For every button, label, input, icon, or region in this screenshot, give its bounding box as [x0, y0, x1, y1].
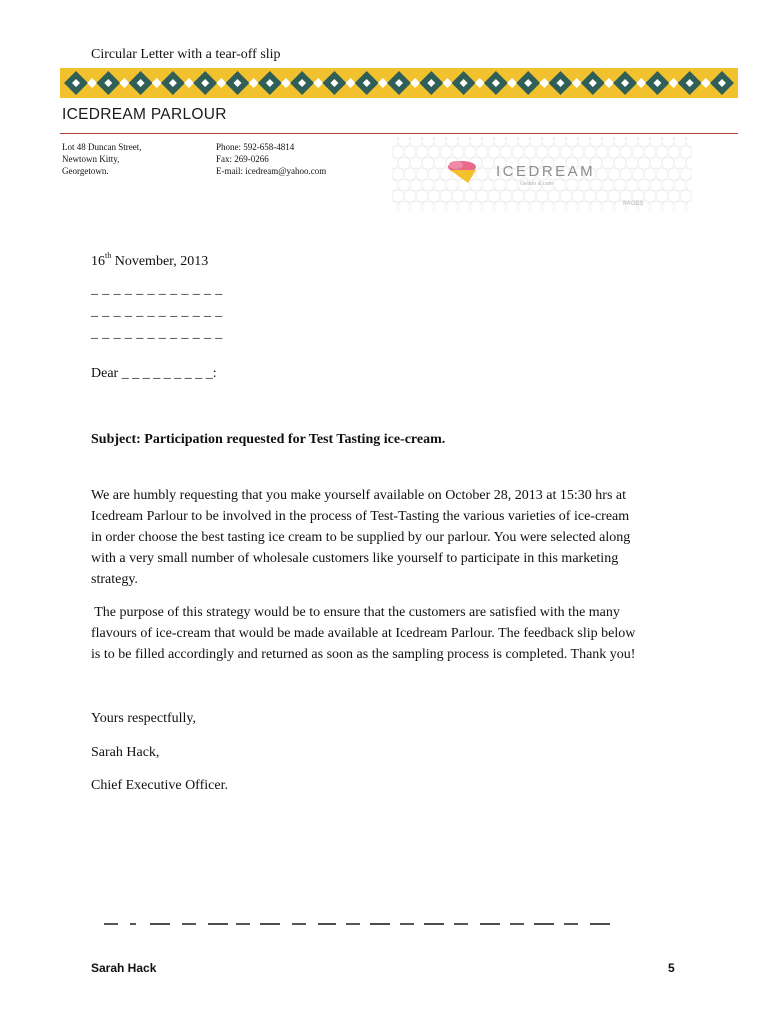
phone-line: Phone: 592-658-4814: [216, 142, 295, 152]
recipient-blank-line: _ _ _ _ _ _ _ _ _ _ _ _: [91, 282, 223, 297]
logo-pattern-circle: [398, 137, 410, 147]
logo-pattern-circle: [650, 157, 662, 169]
logo-pattern-circle: [506, 179, 518, 191]
address-line: Lot 48 Duncan Street,: [62, 142, 142, 152]
logo-pattern-circle: [464, 190, 476, 202]
logo-pattern-circle: [668, 146, 680, 158]
logo-pattern-circle: [392, 201, 398, 211]
logo-pattern-circle: [398, 201, 410, 211]
paragraph-line: strategy.: [91, 572, 138, 587]
logo-pattern-circle: [494, 201, 506, 211]
logo-pattern-circle: [578, 201, 590, 211]
logo-pattern-circle: [572, 190, 584, 202]
logo-pattern-circle: [518, 201, 530, 211]
logo-pattern-circle: [638, 137, 650, 147]
logo-pattern-circle: [542, 201, 554, 211]
logo-pattern-circle: [392, 157, 398, 169]
logo-pattern-circle: [536, 190, 548, 202]
paragraph-line: flavours of ice-cream that would be made available at Icedream Parlour. The feedback slip below: [91, 626, 636, 641]
logo-pattern-circle: [506, 137, 518, 147]
logo-pattern-circle: [500, 146, 512, 158]
date-suffix: th: [105, 251, 112, 260]
decorative-pattern-band: [60, 68, 738, 98]
logo-pattern-circle: [656, 190, 668, 202]
logo-pattern-circle: [434, 179, 446, 191]
logo-pattern-circle: [626, 137, 638, 147]
page-number: 5: [668, 961, 675, 975]
logo-pattern-circle: [398, 179, 410, 191]
subject-label: Subject: [91, 432, 137, 447]
logo-pattern-circle: [422, 157, 434, 169]
paragraph-line: We are humbly requesting that you make yourself available on October 28, 2013 at 15:30 hrs at: [91, 488, 627, 503]
logo-pattern-circle: [662, 137, 674, 147]
logo-pattern-circle: [614, 157, 626, 169]
subject-text: : Participation requested for Test Tasting ice-cream.: [136, 432, 446, 447]
fax-line: Fax: 269-0266: [216, 154, 269, 164]
logo-pattern-circle: [686, 157, 692, 169]
paragraph-line: Icedream Parlour to be involved in the process of Test-Tasting the various varieties of ice-cream: [91, 509, 630, 524]
logo-pattern-circle: [470, 179, 482, 191]
body-paragraph-1: [91, 485, 681, 590]
logo-pattern-circle: [440, 146, 452, 158]
logo-pattern-circle: [476, 190, 488, 202]
logo-pattern-circle: [404, 190, 416, 202]
logo-pattern-circle: [398, 157, 410, 169]
logo-pattern-circle: [446, 137, 458, 147]
logo-pattern-circle: [596, 168, 608, 180]
logo-pattern-circle: [470, 201, 482, 211]
logo-pattern-circle: [524, 146, 536, 158]
logo-pattern-circle: [392, 146, 404, 158]
salutation: Dear _ _ _ _ _ _ _ _ _:: [91, 366, 217, 381]
logo-pattern-circle: [512, 190, 524, 202]
logo-pattern-circle: [470, 137, 482, 147]
logo-pattern-circle: [488, 146, 500, 158]
logo-pattern-circle: [650, 179, 662, 191]
logo-pattern-circle: [434, 201, 446, 211]
logo-pattern-circle: [674, 157, 686, 169]
letterhead-rule: [60, 133, 738, 134]
logo-pattern-circle: [608, 190, 620, 202]
logo-pattern-circle: [452, 190, 464, 202]
address-line: Newtown Kitty,: [62, 154, 120, 164]
body-paragraph-2: [91, 602, 681, 665]
email-line: E-mail: icedream@yahoo.com: [216, 166, 327, 176]
paragraph-line: The purpose of this strategy would be to ensure that the customers are satisfied with the many: [91, 605, 620, 620]
logo-pattern-circle: [680, 146, 692, 158]
logo-pattern-circle: [446, 179, 458, 191]
logo-pattern-circle: [650, 201, 662, 211]
logo-pattern-circle: [554, 201, 566, 211]
logo-pattern-circle: [626, 179, 638, 191]
logo-pattern-circle: [476, 146, 488, 158]
logo-pattern-circle: [674, 179, 686, 191]
logo-pattern-circle: [608, 146, 620, 158]
subject-line: [91, 432, 445, 448]
logo-pattern-circle: [554, 179, 566, 191]
logo-pattern-circle: [656, 168, 668, 180]
logo-mark: PAGES: [623, 201, 644, 207]
logo-pattern-circle: [578, 179, 590, 191]
logo-pattern-circle: [638, 179, 650, 191]
logo-pattern-circle: [620, 146, 632, 158]
logo-pattern-circle: [554, 137, 566, 147]
paragraph-line: with a very small number of wholesale customers like yourself to participate in this marketing: [91, 551, 619, 566]
address-line: Georgetown.: [62, 166, 109, 176]
logo-pattern-circle: [620, 168, 632, 180]
logo-pattern-circle: [428, 190, 440, 202]
signer-name: Sarah Hack,: [91, 745, 160, 760]
logo-pattern-circle: [530, 201, 542, 211]
logo-pattern-circle: [614, 137, 626, 147]
logo-pattern-circle: [668, 190, 680, 202]
logo-pattern-circle: [416, 190, 428, 202]
logo-pattern-circle: [494, 179, 506, 191]
logo-pattern-circle: [392, 190, 404, 202]
letter-date: [91, 251, 209, 270]
logo-pattern-circle: [422, 137, 434, 147]
logo-pattern-circle: [542, 137, 554, 147]
document-heading: Circular Letter with a tear-off slip: [91, 47, 281, 62]
logo-pattern-circle: [518, 137, 530, 147]
logo-pattern-circle: [464, 146, 476, 158]
paragraph-line: is to be filled accordingly and returned as soon as the sampling process is completed. Thank you!: [91, 647, 636, 662]
company-name: ICEDREAM PARLOUR: [62, 106, 227, 123]
logo-pattern-circle: [644, 146, 656, 158]
logo-pattern-circle: [548, 146, 560, 158]
logo-pattern-circle: [614, 179, 626, 191]
logo-pattern-circle: [392, 179, 398, 191]
logo-pattern-circle: [548, 190, 560, 202]
logo-pattern-circle: [428, 146, 440, 158]
company-logo: [392, 137, 692, 211]
logo-pattern-circle: [404, 146, 416, 158]
logo-pattern-circle: [686, 179, 692, 191]
logo-pattern-circle: [494, 137, 506, 147]
logo-pattern-circle: [482, 157, 494, 169]
logo-pattern-circle: [632, 168, 644, 180]
logo-pattern-circle: [602, 201, 614, 211]
logo-pattern-circle: [404, 168, 416, 180]
logo-pattern-circle: [482, 201, 494, 211]
logo-pattern-circle: [644, 168, 656, 180]
logo-pattern-circle: [596, 190, 608, 202]
logo-pattern-circle: [410, 201, 422, 211]
logo-pattern-circle: [596, 146, 608, 158]
logo-pattern-circle: [590, 179, 602, 191]
logo-pattern-circle: [416, 168, 428, 180]
recipient-blank-line: _ _ _ _ _ _ _ _ _ _ _ _: [91, 304, 223, 319]
closing: Yours respectfully,: [91, 711, 196, 726]
company-contact: [216, 141, 326, 177]
logo-pattern-circle: [566, 201, 578, 211]
logo-pattern-circle: [590, 137, 602, 147]
logo-pattern-circle: [440, 190, 452, 202]
logo-pattern-circle: [662, 179, 674, 191]
logo-pattern-circle: [602, 157, 614, 169]
logo-pattern-circle: [566, 137, 578, 147]
logo-pattern-circle: [572, 146, 584, 158]
logo-pattern-circle: [512, 146, 524, 158]
logo-pattern-circle: [422, 179, 434, 191]
logo-pattern-circle: [668, 168, 680, 180]
logo-pattern-circle: [482, 137, 494, 147]
logo-pattern-circle: [626, 157, 638, 169]
logo-pattern-circle: [590, 201, 602, 211]
logo-pattern-circle: [452, 146, 464, 158]
logo-pattern-circle: [500, 190, 512, 202]
logo-pattern-circle: [506, 201, 518, 211]
date-month-year: November, 2013: [111, 254, 209, 269]
logo-pattern-circle: [392, 168, 404, 180]
logo-pattern-circle: [584, 190, 596, 202]
logo-pattern-circle: [680, 190, 692, 202]
logo-pattern-circle: [656, 146, 668, 158]
logo-pattern-circle: [578, 137, 590, 147]
logo-pattern-circle: [644, 190, 656, 202]
logo-pattern-circle: [566, 179, 578, 191]
logo-pattern-circle: [650, 137, 662, 147]
tear-off-line: [104, 912, 614, 932]
logo-pattern-circle: [674, 201, 686, 211]
logo-pattern-circle: [686, 137, 692, 147]
logo-pattern-circle: [410, 157, 422, 169]
logo-pattern-circle: [434, 137, 446, 147]
logo-pattern-circle: [476, 168, 488, 180]
logo-pattern-circle: [410, 179, 422, 191]
logo-pattern-circle: [422, 201, 434, 211]
logo-pattern-circle: [524, 190, 536, 202]
logo-tagline: Gelato & cafe: [520, 181, 554, 187]
logo-pattern-circle: [608, 168, 620, 180]
company-address: [62, 141, 141, 177]
logo-pattern-circle: [560, 190, 572, 202]
logo-pattern-circle: [584, 146, 596, 158]
date-day: 16: [91, 254, 105, 269]
logo-pattern-circle: [530, 137, 542, 147]
logo-pattern-circle: [434, 157, 446, 169]
logo-pattern-circle: [602, 137, 614, 147]
logo-pattern-circle: [662, 157, 674, 169]
logo-pattern-circle: [446, 201, 458, 211]
paragraph-line: in order choose the best tasting ice cream to be supplied by our parlour. You were selected along: [91, 530, 631, 545]
logo-pattern-circle: [416, 146, 428, 158]
logo-pattern-circle: [410, 137, 422, 147]
logo-pattern-circle: [662, 201, 674, 211]
signer-title: Chief Executive Officer.: [91, 778, 228, 793]
logo-pattern-circle: [686, 201, 692, 211]
logo-pattern-circle: [680, 168, 692, 180]
logo-pattern-circle: [458, 201, 470, 211]
logo-pattern-circle: [428, 168, 440, 180]
recipient-blank-line: _ _ _ _ _ _ _ _ _ _ _ _: [91, 326, 223, 341]
logo-pattern-circle: [632, 146, 644, 158]
logo-pattern-circle: [638, 157, 650, 169]
logo-wordmark: ICEDREAM: [496, 163, 596, 180]
logo-pattern-circle: [458, 137, 470, 147]
logo-pattern-circle: [536, 146, 548, 158]
logo-pattern-circle: [392, 137, 398, 147]
logo-pattern-circle: [602, 179, 614, 191]
footer-author: Sarah Hack: [91, 961, 157, 975]
logo-pattern-circle: [560, 146, 572, 158]
logo-pattern-circle: [482, 179, 494, 191]
logo-pattern-circle: [674, 137, 686, 147]
logo-pattern-circle: [488, 190, 500, 202]
